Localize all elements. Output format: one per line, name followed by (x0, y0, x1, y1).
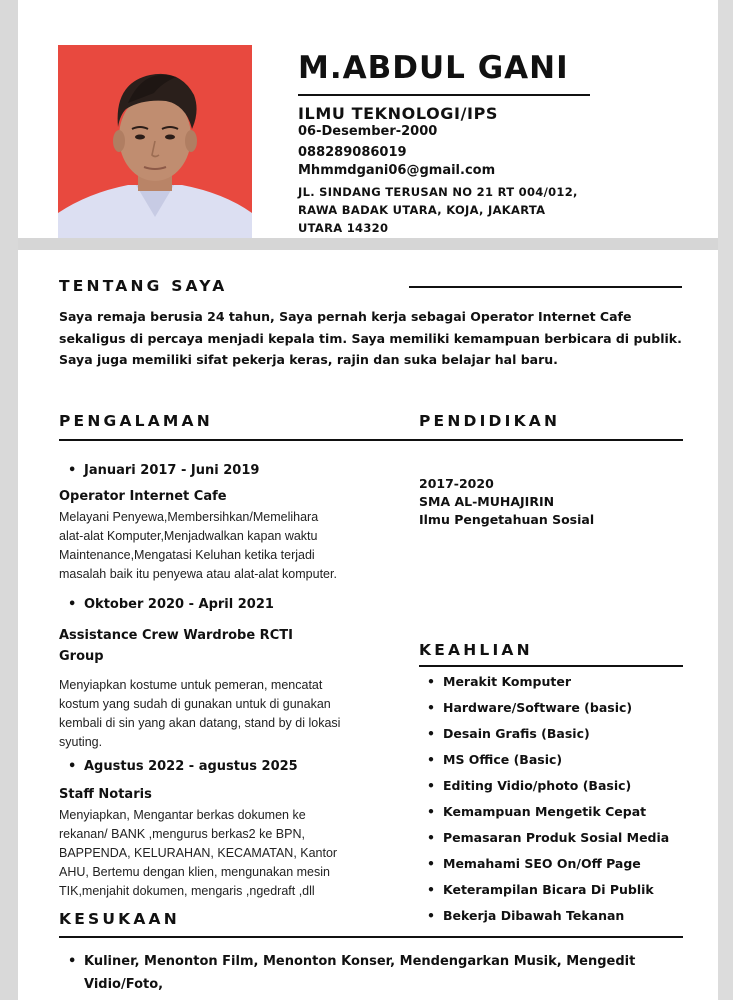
header-divider-band (18, 238, 718, 250)
bullet-icon: • (427, 908, 435, 923)
description-line: Menyiapkan, Mengantar berkas dokumen ke (59, 808, 306, 822)
page-right-margin (718, 0, 733, 1000)
hobbies-section-title: KESUKAAN (59, 910, 180, 928)
skill-item (427, 671, 669, 697)
experience-role-line: Assistance Crew Wardrobe RCTI (59, 628, 293, 643)
about-line: sekaligus di percaya menjadi kepala tim. Saya memiliki kemampuan berbicara di publik. (59, 330, 682, 346)
description-line: kostum yang sudah di gunakan untuk di gunakan (59, 697, 331, 711)
hobbies-section-rule (59, 936, 683, 938)
education-section-title: PENDIDIKAN (419, 412, 561, 430)
hobby-text: Kuliner, Menonton Film, Menonton Konser, Mendengarkan Musik, Mengedit (84, 954, 636, 969)
description-line: TIK,menjahit dokumen, mengaris ,ngedraft ,dll (59, 884, 315, 898)
experience-period (68, 597, 274, 612)
experience-role (59, 625, 293, 667)
experience-role (59, 486, 227, 507)
skill-label: Bekerja Dibawah Tekanan (443, 908, 625, 923)
address-line: UTARA 14320 (298, 221, 389, 235)
about-section-rule (409, 286, 682, 288)
education-entry (419, 475, 594, 529)
experience-period-text: Januari 2017 - Juni 2019 (84, 463, 260, 478)
skill-item (427, 749, 669, 775)
bullet-icon: • (68, 463, 77, 478)
address-line: JL. SINDANG TERUSAN NO 21 RT 004/012, (298, 185, 578, 199)
skill-item (427, 775, 669, 801)
skills-section-title: KEAHLIAN (419, 641, 533, 659)
bullet-icon: • (427, 804, 435, 819)
email-address: Mhmmdgani06@gmail.com (298, 163, 496, 178)
experience-period (68, 759, 298, 774)
education-years: 2017-2020 (419, 476, 494, 491)
bullet-icon: • (427, 778, 435, 793)
bullet-icon: • (427, 830, 435, 845)
bullet-icon: • (427, 700, 435, 715)
description-line: BAPPENDA, KELURAHAN, KECAMATAN, Kantor (59, 846, 338, 860)
portrait-illustration (58, 45, 252, 238)
experience-section-title: PENGALAMAN (59, 412, 213, 430)
skill-label: Kemampuan Mengetik Cepat (443, 804, 647, 819)
education-major: Ilmu Pengetahuan Sosial (419, 512, 595, 527)
experience-description (59, 508, 404, 584)
experience-role-line: Operator Internet Cafe (59, 489, 227, 504)
page-left-margin (0, 0, 18, 1000)
bullet-icon: • (427, 752, 435, 767)
hobby-line (68, 950, 688, 973)
experience-role (59, 784, 152, 805)
description-line: masalah baik itu penyewa atau alat-alat komputer. (59, 567, 337, 581)
bullet-icon: • (68, 954, 77, 969)
education-school: SMA AL-MUHAJIRIN (419, 494, 555, 509)
skill-label: Pemasaran Produk Sosial Media (443, 830, 670, 845)
description-line: Menyiapkan kostume untuk pemeran, mencatat (59, 678, 323, 692)
skill-item (427, 853, 669, 879)
experience-period-text: Agustus 2022 - agustus 2025 (84, 759, 298, 774)
about-line: Saya remaja berusia 24 tahun, Saya pernah kerja sebagai Operator Internet Cafe (59, 309, 632, 324)
description-line: rekanan/ BANK ,mengurus berkas2 ke BPN, (59, 827, 305, 841)
experience-description (59, 676, 404, 752)
candidate-name: M.ABDUL GANI (298, 50, 569, 86)
bullet-icon: • (427, 882, 435, 897)
experience-period (68, 463, 259, 478)
bullet-icon: • (427, 856, 435, 871)
description-line: syuting. (59, 735, 103, 749)
experience-description (59, 806, 404, 901)
skill-item (427, 879, 669, 905)
description-line: Melayani Penyewa,Membersihkan/Memelihara (59, 510, 319, 524)
skill-label: Keterampilan Bicara Di Publik (443, 882, 654, 897)
skills-section-rule (419, 665, 683, 667)
skill-item (427, 723, 669, 749)
description-line: Maintenance,Mengatasi Keluhan ketika terjadi (59, 548, 315, 562)
skill-item (427, 697, 669, 723)
name-underline (298, 94, 590, 96)
address-line: RAWA BADAK UTARA, KOJA, JAKARTA (298, 203, 546, 217)
bullet-icon: • (427, 726, 435, 741)
candidate-field: ILMU TEKNOLOGI/IPS (298, 104, 499, 123)
skill-label: Desain Grafis (Basic) (443, 726, 590, 741)
skills-list (427, 671, 669, 931)
skill-label: Editing Vidio/photo (Basic) (443, 778, 632, 793)
skill-item (427, 801, 669, 827)
hobby-line: Vidio/Foto, (84, 977, 164, 992)
about-section-title: TENTANG SAYA (59, 277, 228, 295)
description-line: alat-alat Komputer,Menjadwalkan kapan waktu (59, 529, 318, 543)
skill-label: Memahami SEO On/Off Page (443, 856, 641, 871)
hobbies-list (68, 950, 688, 996)
skill-label: Hardware/Software (basic) (443, 700, 633, 715)
skill-label: Merakit Komputer (443, 674, 571, 689)
birthdate: 06-Desember-2000 (298, 124, 438, 139)
profile-photo (58, 45, 252, 238)
experience-period-text: Oktober 2020 - April 2021 (84, 597, 274, 612)
description-line: kembali di sin yang akan datang, stand by di lokasi (59, 716, 341, 730)
phone-number: 088289086019 (298, 145, 407, 160)
about-text (59, 306, 699, 371)
bullet-icon: • (427, 674, 435, 689)
experience-role-line: Staff Notaris (59, 787, 152, 802)
bullet-icon: • (68, 597, 77, 612)
experience-section-rule (59, 439, 683, 441)
description-line: AHU, Bertemu dengan klien, mengunakan mesin (59, 865, 330, 879)
bullet-icon: • (68, 759, 77, 774)
skill-item (427, 827, 669, 853)
skill-item (427, 905, 669, 931)
about-line: Saya juga memiliki sifat pekerja keras, rajin dan suka belajar hal baru. (59, 352, 558, 367)
experience-role-line: Group (59, 649, 104, 664)
skill-label: MS Office (Basic) (443, 752, 563, 767)
home-address (298, 183, 598, 237)
